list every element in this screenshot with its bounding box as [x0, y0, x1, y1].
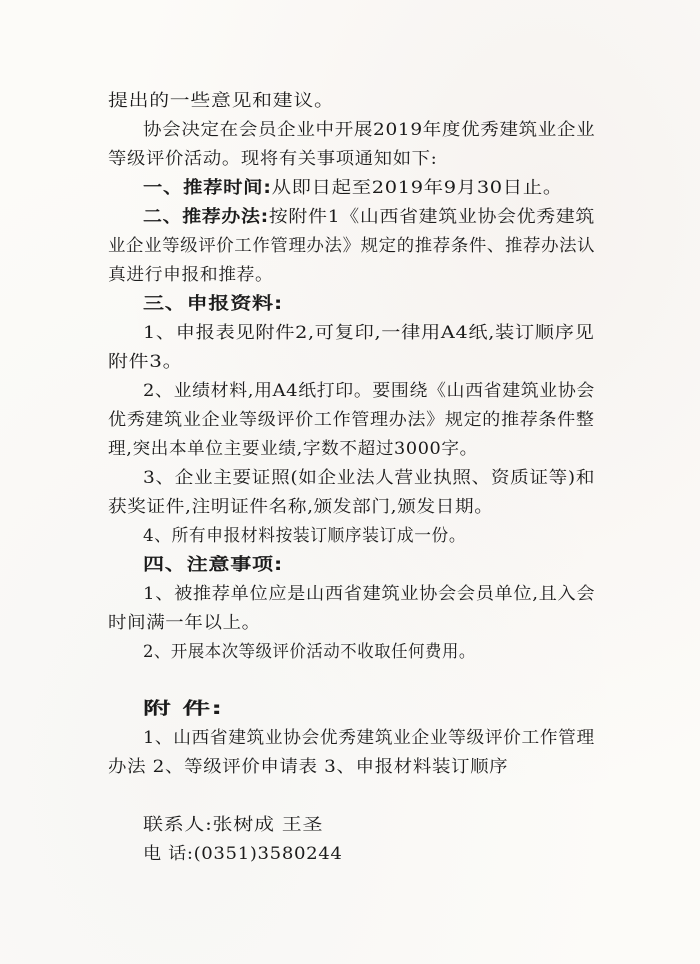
line-text: 业企业等级评价工作管理办法》规定的推荐条件、推荐办法认 [108, 236, 596, 256]
section-line [143, 554, 283, 576]
section-heading: 二、推荐办法: [143, 207, 269, 227]
line-text: 附件3。 [108, 352, 184, 372]
text-line [108, 612, 261, 634]
line-text: 时间满一年以上。 [108, 613, 261, 633]
text-line [108, 409, 595, 431]
line-text: 1、山西省建筑业协会优秀建筑业企业等级评价工作管理 [143, 728, 595, 748]
line-text: 2、业绩材料,用A4纸打印。要围绕《山西省建筑业协会 [143, 381, 595, 401]
line-text: 2、开展本次等级评价活动不收取任何费用。 [143, 642, 476, 662]
text-line [108, 264, 273, 286]
line-text: 1、被推荐单位应是山西省建筑业协会会员单位,且入会 [143, 584, 596, 604]
contact-person: 联系人:张树成 王圣 [143, 815, 324, 835]
text-line [108, 496, 493, 518]
text-line [143, 322, 594, 344]
line-text: 3、企业主要证照(如企业法人营业执照、资质证等)和 [143, 468, 596, 488]
text-line [108, 148, 437, 170]
line-text: 办法 2、等级评价申请表 3、申报材料装订顺序 [108, 757, 509, 777]
section-heading: 一、推荐时间: [143, 178, 272, 198]
line-text: 等级评价活动。现将有关事项通知如下: [108, 149, 438, 169]
text-line [143, 525, 466, 547]
line-text: 理,突出本单位主要业绩,字数不超过3000字。 [108, 439, 478, 459]
contact-line [143, 843, 343, 865]
line-text: 真进行申报和推荐。 [108, 265, 274, 285]
text-line [108, 351, 183, 373]
section-line [143, 293, 283, 315]
section-text: 按附件1《山西省建筑业协会优秀建筑 [268, 207, 596, 227]
attachments-heading: 附 件: [143, 699, 224, 719]
line-text: 提出的一些意见和建议。 [108, 91, 335, 111]
text-line [108, 90, 335, 112]
line-text: 获奖证件,注明证件名称,颁发部门,颁发日期。 [108, 497, 494, 517]
section-line [143, 206, 595, 228]
text-line [143, 467, 595, 489]
section-heading: 三、申报资料: [143, 294, 283, 314]
line-text: 协会决定在会员企业中开展2019年度优秀建筑业企业 [143, 120, 596, 140]
text-line [108, 235, 595, 257]
text-line [143, 641, 476, 663]
contact-line [143, 814, 323, 836]
text-line [143, 583, 595, 605]
contact-phone: 电 话:(0351)3580244 [143, 844, 343, 864]
section-heading: 四、注意事项: [143, 555, 283, 575]
section-line [143, 177, 563, 199]
text-line [143, 727, 595, 749]
text-line [143, 119, 595, 141]
line-text: 1、申报表见附件2,可复印,一律用A4纸,装订顺序见 [143, 323, 595, 343]
text-line [108, 756, 508, 778]
line-text: 优秀建筑业企业等级评价工作管理办法》规定的推荐条件整 [108, 410, 595, 430]
text-line [108, 438, 478, 460]
text-line [143, 380, 595, 402]
line-text: 4、所有申报材料按装订顺序装订成一份。 [143, 526, 467, 546]
section-text: 从即日起至2019年9月30日止。 [271, 178, 563, 198]
attachments-heading-line [143, 698, 223, 720]
